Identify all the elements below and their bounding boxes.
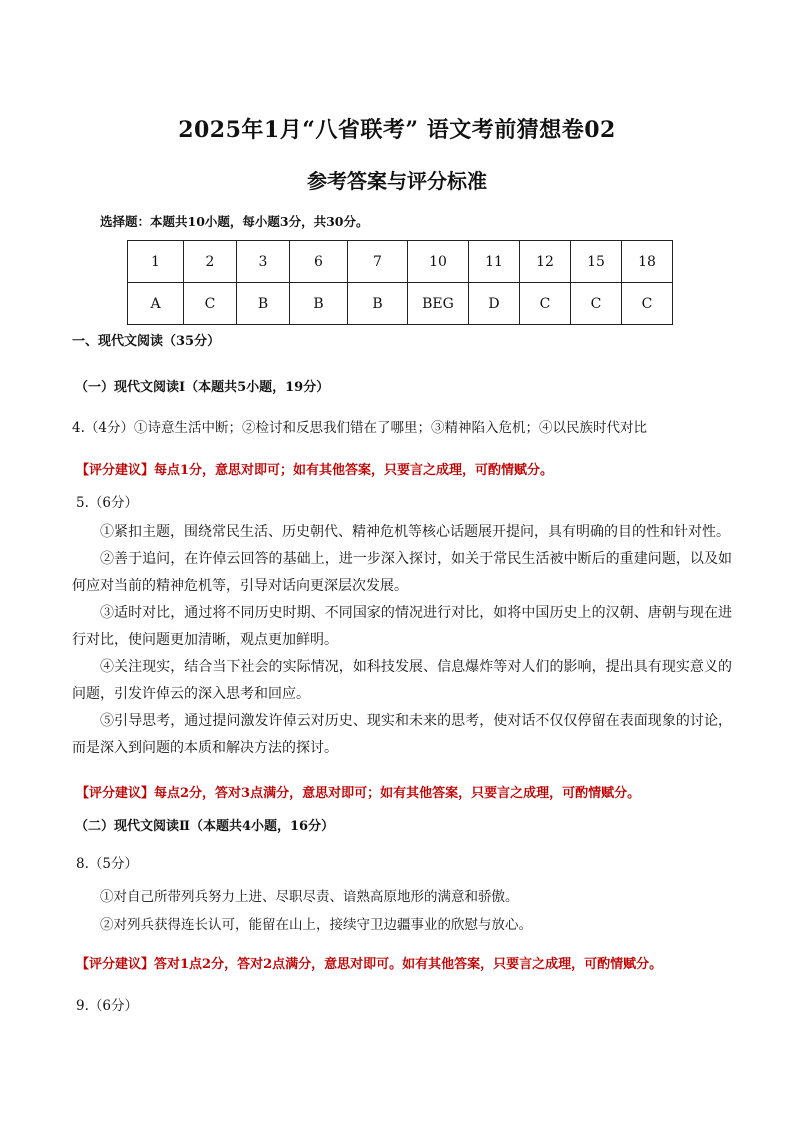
question-number: 6 [290,241,348,283]
choice-intro: 选择题：本题共10小题，每小题3分，共30分。 [100,214,369,229]
q8-label: 8.（5分） [76,856,138,872]
q5-rating: 【评分建议】每点2分，答对3点满分，意思对即可；如有其他答案，只要言之成理，可酌情赋分。 [76,786,641,801]
page-subtitle: 参考答案与评分标准 [307,169,487,193]
q4-rating: 【评分建议】每点1分，意思对即可；如有其他答案，只要言之成理，可酌情赋分。 [76,463,554,478]
question-number: 2 [184,241,237,283]
question-number: 15 [571,241,622,283]
question-number: 18 [622,241,673,283]
part-heading: （二）现代文阅读Ⅱ（本题共4小题，16分） [75,819,335,834]
part-heading: （一）现代文阅读Ⅰ（本题共5小题，19分） [75,380,330,395]
answer-cell: C [520,283,571,325]
answer-cell: A [128,283,184,325]
q8-point: ①对自己所带列兵努力上进、尽职尽责、谙熟高原地形的满意和骄傲。 [100,889,519,905]
q5-label: 5.（6分） [76,495,138,511]
answer-cell: B [290,283,348,325]
answer-row [128,283,673,325]
question-number: 1 [128,241,184,283]
answer-cell: C [571,283,622,325]
answer-table [127,240,673,325]
q5-point: ④关注现实，结合当下社会的实际情况，如科技发展、信息爆炸等对人们的影响，提出具有现实意义的问题，引发许倬云的深入思考和回应。 [72,659,732,702]
q5-point: ⑤引导思考，通过提问激发许倬云对历史、现实和未来的思考，使对话不仅仅停留在表面现象的讨论，而是深入到问题的本质和解决方法的探讨。 [72,713,732,756]
answer-cell: C [184,283,237,325]
answer-cell: C [622,283,673,325]
answer-cell: BEG [408,283,469,325]
question-number: 12 [520,241,571,283]
answer-cell: D [469,283,520,325]
q5-point: ①紧扣主题，围绕常民生活、历史朝代、精神危机等核心话题展开提问，具有明确的目的性和针对性。 [100,524,730,540]
q9-label: 9.（6分） [76,998,138,1014]
question-number: 11 [469,241,520,283]
answer-cell: B [348,283,408,325]
section-heading: 一、现代文阅读（35分） [72,334,221,349]
q8-rating: 【评分建议】答对1点2分，答对2点满分，意思对即可。如有其他答案，只要言之成理，可酌情赋分。 [76,957,663,972]
question-number: 10 [408,241,469,283]
q5-point: ②善于追问，在许倬云回答的基础上，进一步深入探讨，如关于常民生活被中断后的重建问题，以及如何应对当前的精神危机等，引导对话向更深层次发展。 [72,551,732,594]
q5-point: ③适时对比，通过将不同历史时期、不同国家的情况进行对比，如将中国历史上的汉朝、唐朝与现在进行对比，使问题更加清晰，观点更加鲜明。 [72,605,732,648]
question-number: 7 [348,241,408,283]
page-title: 2025年1月“八省联考” 语文考前猜想卷02 [178,117,616,143]
q4-answer: 4.（4分）①诗意生活中断；②检讨和反思我们错在了哪里；③精神陷入危机；④以民族时代对比 [72,420,647,436]
question-number-row [128,241,673,283]
answer-cell: B [237,283,290,325]
question-number: 3 [237,241,290,283]
q8-point: ②对列兵获得连长认可，能留在山上，接续守卫边疆事业的欣慰与放心。 [100,917,532,933]
